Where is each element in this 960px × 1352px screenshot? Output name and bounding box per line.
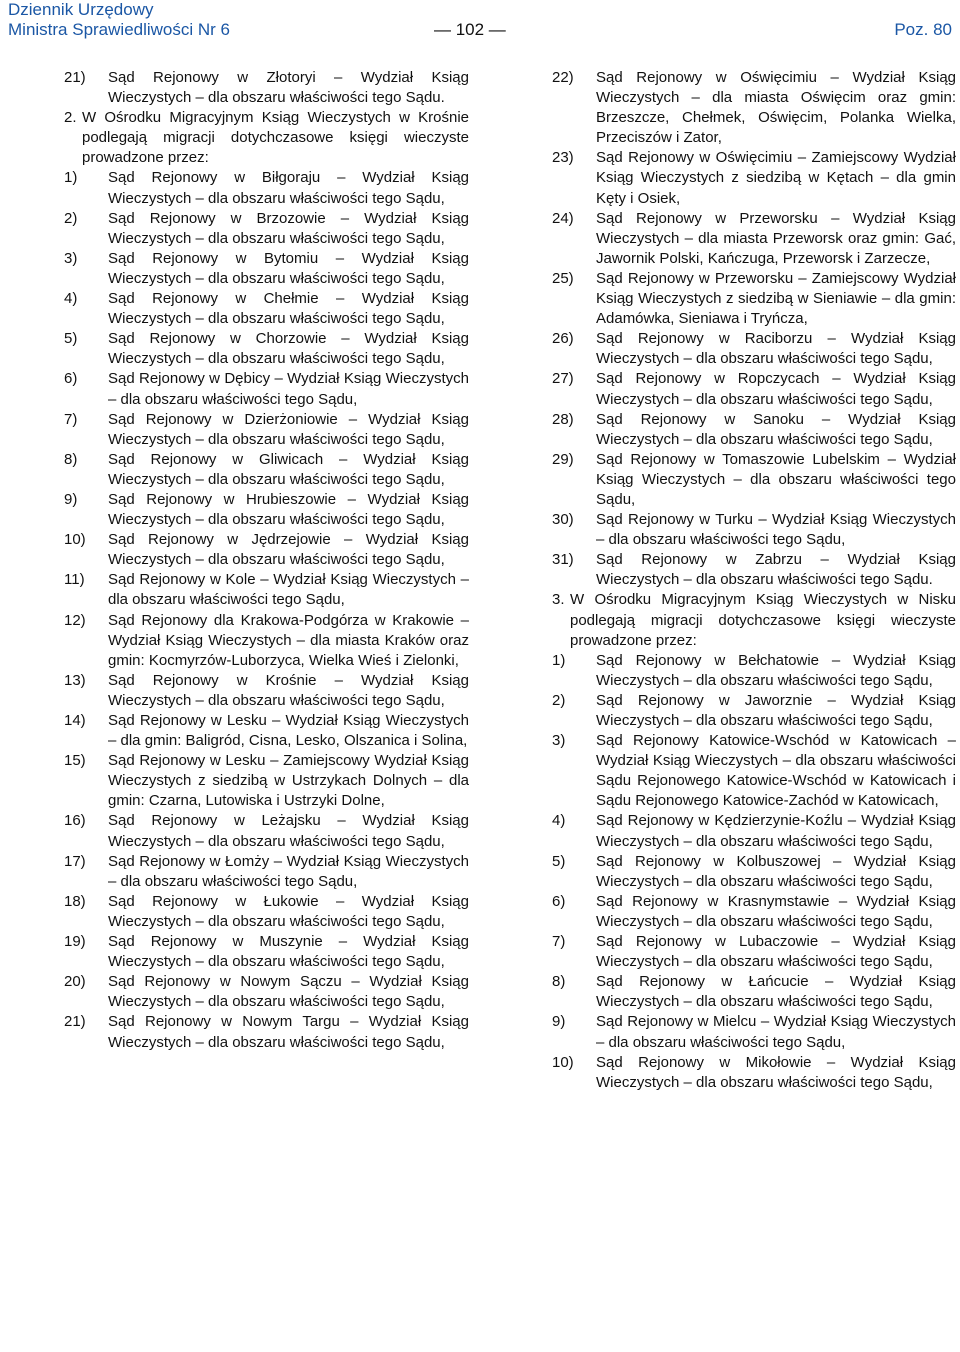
list-item [64, 570, 469, 610]
list-item [64, 490, 469, 530]
section-2-intro [64, 108, 469, 168]
section-3-intro [552, 590, 956, 650]
item-number: 2) [64, 209, 78, 227]
list-item [552, 691, 956, 731]
item-number: 6) [552, 892, 566, 910]
item-text: Sąd Rejonowy dla Krakowa-Podgórza w Krakowie – Wydział Ksiąg Wieczystych – dla miasta Kraków oraz gmin: Kocmyrzów-Luborzyca, Wielka Wieś i Zielonki, [108, 611, 469, 669]
list-item [552, 932, 956, 972]
item-number: 3) [64, 249, 78, 267]
list-item [64, 168, 469, 208]
list-item [64, 611, 469, 671]
item-number: 31) [552, 551, 574, 569]
list-item [64, 751, 469, 811]
item-text: Sąd Rejonowy w Krośnie – Wydział Ksiąg Wieczystych – dla obszaru właściwości tego Sądu, [108, 671, 469, 709]
item-text: Sąd Rejonowy w Oświęcimiu – Wydział Ksiąg Wieczystych – dla miasta Oświęcim oraz gmin: Brzeszcze, Chełmek, Oświęcim, Polanka Wielka, Przeciszów i Zator, [596, 69, 956, 147]
item-text: Sąd Rejonowy w Przeworsku – Wydział Ksiąg Wieczystych – dla miasta Przeworsk oraz gmin: Gać, Jawornik Polski, Kańczuga, Przeworsk i Zarzecze, [596, 209, 956, 267]
list-item [552, 269, 956, 329]
section-number: 3. [552, 591, 565, 609]
list-item [64, 530, 469, 570]
item-text: Sąd Rejonowy w Nowym Sączu – Wydział Ksiąg Wieczystych – dla obszaru właściwości tego Sądu, [108, 973, 469, 1011]
item-text: Sąd Rejonowy w Lesku – Zamiejscowy Wydział Ksiąg Wieczystych z siedzibą w Ustrzykach Dolnych – dla gmin: Czarna, Lutowiska i Ustrzyki Dolne, [108, 752, 469, 810]
section-intro-text: W Ośrodku Migracyjnym Ksiąg Wieczystych w Nisku podlegają migracji dotychczasowe księgi wieczyste prowadzone przez: [570, 591, 956, 649]
item-text: Sąd Rejonowy w Mikołowie – Wydział Ksiąg Wieczystych – dla obszaru właściwości tego Sądu, [596, 1053, 956, 1091]
item-text: Sąd Rejonowy w Lubaczowie – Wydział Ksiąg Wieczystych – dla obszaru właściwości tego Sądu, [596, 933, 956, 971]
item-text: Sąd Rejonowy w Nowym Targu – Wydział Ksiąg Wieczystych – dla obszaru właściwości tego Sądu, [108, 1013, 469, 1051]
item-number: 26) [552, 330, 574, 348]
item-text: Sąd Rejonowy w Złotoryi – Wydział Ksiąg Wieczystych – dla obszaru właściwości tego Sądu. [108, 69, 469, 107]
journal-issue: Ministra Sprawiedliwości Nr 6 [8, 20, 231, 39]
item-text: Sąd Rejonowy w Turku – Wydział Ksiąg Wieczystych – dla obszaru właściwości tego Sądu, [596, 511, 956, 549]
item-number: 2) [552, 691, 566, 709]
item-number: 21) [64, 69, 86, 86]
item-text: Sąd Rejonowy w Mielcu – Wydział Ksiąg Wieczystych – dla obszaru właściwości tego Sądu, [596, 1013, 956, 1051]
section-2-list-continued [552, 68, 956, 590]
list-item [64, 711, 469, 751]
item-text: Sąd Rejonowy w Brzozowie – Wydział Ksiąg Wieczystych – dla obszaru właściwości tego Sądu, [108, 209, 469, 247]
item-text: Sąd Rejonowy w Przeworsku – Zamiejscowy Wydział Ksiąg Wieczystych z siedzibą w Sieniawie – dla gmin: Adamówka, Sieniawa i Tryńcza, [596, 269, 956, 328]
list-item [552, 68, 956, 148]
item-text: Sąd Rejonowy w Gliwicach – Wydział Ksiąg Wieczystych – dla obszaru właściwości tego Sądu, [108, 450, 469, 488]
list-item [64, 671, 469, 711]
list-item [552, 1012, 956, 1052]
item-text: Sąd Rejonowy w Raciborzu – Wydział Ksiąg Wieczystych – dla obszaru właściwości tego Sądu, [596, 330, 956, 368]
item-text: Sąd Rejonowy Katowice-Wschód w Katowicach – Wydział Ksiąg Wieczystych – dla obszaru właściwości Sądu Rejonowego Katowice-Wschód w Katowicach i Sądu Rejonowego Katowice-Zachód w Katowicach, [596, 732, 956, 810]
item-number: 23) [552, 149, 574, 167]
item-number: 27) [552, 370, 574, 388]
item-text: Sąd Rejonowy w Muszynie – Wydział Ksiąg Wieczystych – dla obszaru właściwości tego Sądu, [108, 933, 469, 971]
list-item [552, 510, 956, 550]
item-number: 4) [64, 290, 78, 308]
item-number: 29) [552, 450, 574, 468]
section-3-list [552, 651, 956, 1093]
list-item [552, 852, 956, 892]
item-number: 28) [552, 410, 574, 428]
list-item [64, 329, 469, 369]
item-number: 11) [64, 571, 85, 589]
list-item [64, 932, 469, 972]
item-text: Sąd Rejonowy w Oświęcimiu – Zamiejscowy Wydział Ksiąg Wieczystych z siedzibą w Kętach – dla gmin Kęty i Osiek, [596, 149, 956, 207]
item-text: Sąd Rejonowy w Jaworznie – Wydział Ksiąg Wieczystych – dla obszaru właściwości tego Sądu, [596, 691, 956, 729]
item-number: 12) [64, 611, 86, 629]
item-number: 14) [64, 712, 86, 729]
right-column [552, 68, 956, 1093]
item-text: Sąd Rejonowy w Kole – Wydział Ksiąg Wieczystych – dla obszaru właściwości tego Sądu, [108, 571, 469, 609]
list-item [64, 68, 469, 108]
item-text: Sąd Rejonowy w Jędrzejowie – Wydział Ksiąg Wieczystych – dla obszaru właściwości tego Sądu, [108, 531, 469, 569]
item-number: 10) [552, 1053, 574, 1071]
item-number: 9) [64, 490, 78, 508]
list-item [552, 892, 956, 932]
item-text: Sąd Rejonowy w Łańcucie – Wydział Ksiąg Wieczystych – dla obszaru właściwości tego Sądu, [596, 973, 956, 1011]
position-number: Poz. 80 [894, 20, 952, 39]
list-item [552, 148, 956, 208]
item-number: 25) [552, 269, 574, 287]
item-number: 7) [552, 933, 566, 951]
list-item [552, 550, 956, 590]
item-number: 13) [64, 671, 86, 689]
item-text: Sąd Rejonowy w Hrubieszowie – Wydział Ksiąg Wieczystych – dla obszaru właściwości tego Sądu, [108, 490, 469, 529]
item-text: Sąd Rejonowy w Łukowie – Wydział Ksiąg Wieczystych – dla obszaru właściwości tego Sądu, [108, 892, 469, 930]
list-item [552, 329, 956, 369]
list-item [64, 289, 469, 329]
item-text: Sąd Rejonowy w Dzierżoniowie – Wydział Ksiąg Wieczystych – dla obszaru właściwości tego Sądu, [108, 410, 469, 448]
item-number: 18) [64, 892, 86, 910]
list-item [552, 1053, 956, 1093]
list-item [552, 651, 956, 691]
list-item [552, 369, 956, 409]
item-text: Sąd Rejonowy w Tomaszowie Lubelskim – Wydział Ksiąg Wieczystych – dla obszaru właściwości tego Sądu, [596, 450, 956, 508]
list-item [64, 209, 469, 249]
item-text: Sąd Rejonowy w Kolbuszowej – Wydział Ksiąg Wieczystych – dla obszaru właściwości tego Sądu, [596, 852, 956, 890]
item-number: 20) [64, 973, 86, 991]
journal-title: Dziennik Urzędowy [8, 0, 154, 19]
item-number: 8) [552, 973, 566, 991]
page-number: — 102 — [434, 20, 506, 39]
item-text: Sąd Rejonowy w Bytomiu – Wydział Ksiąg Wieczystych – dla obszaru właściwości tego Sądu, [108, 249, 469, 287]
item-number: 10) [64, 531, 86, 549]
item-number: 5) [64, 330, 78, 348]
item-number: 22) [552, 69, 574, 86]
item-text: Sąd Rejonowy w Zabrzu – Wydział Ksiąg Wieczystych – dla obszaru właściwości tego Sądu. [596, 551, 956, 589]
page-header [0, 0, 960, 44]
item-text: Sąd Rejonowy w Sanoku – Wydział Ksiąg Wieczystych – dla obszaru właściwości tego Sądu, [596, 410, 956, 448]
item-number: 19) [64, 933, 86, 951]
section-2-list [64, 168, 469, 1052]
item-number: 24) [552, 209, 574, 227]
list-item [64, 249, 469, 289]
item-number: 17) [64, 852, 86, 870]
list-item [64, 852, 469, 892]
item-text: Sąd Rejonowy w Kędzierzynie-Koźlu – Wydział Ksiąg Wieczystych – dla obszaru właściwości tego Sądu, [596, 812, 956, 850]
list-item [64, 1012, 469, 1052]
item-text: Sąd Rejonowy w Ropczycach – Wydział Ksiąg Wieczystych – dla obszaru właściwości tego Sądu, [596, 370, 956, 408]
item-number: 8) [64, 450, 78, 468]
list-item [64, 369, 469, 409]
item-number: 5) [552, 852, 566, 870]
list-item [64, 811, 469, 851]
item-text: Sąd Rejonowy w Chełmie – Wydział Ksiąg Wieczystych – dla obszaru właściwości tego Sądu, [108, 290, 469, 328]
item-number: 15) [64, 752, 86, 770]
item-text: Sąd Rejonowy w Leżajsku – Wydział Ksiąg Wieczystych – dla obszaru właściwości tego Sądu, [108, 812, 469, 850]
item-number: 7) [64, 410, 78, 428]
item-text: Sąd Rejonowy w Krasnymstawie – Wydział Ksiąg Wieczystych – dla obszaru właściwości tego Sądu, [596, 892, 956, 930]
item-text: Sąd Rejonowy w Łomży – Wydział Ksiąg Wieczystych – dla obszaru właściwości tego Sądu, [108, 852, 469, 890]
item-text: Sąd Rejonowy w Biłgoraju – Wydział Ksiąg Wieczystych – dla obszaru właściwości tego Sądu, [108, 169, 469, 207]
section-number: 2. [64, 109, 77, 127]
item-number: 1) [552, 651, 566, 669]
item-number: 21) [64, 1013, 86, 1031]
section-intro-text: W Ośrodku Migracyjnym Ksiąg Wieczystych w Krośnie podlegają migracji dotychczasowe księgi wieczyste prowadzone przez: [82, 109, 469, 167]
list-item [552, 410, 956, 450]
item-text: Sąd Rejonowy w Bełchatowie – Wydział Ksiąg Wieczystych – dla obszaru właściwości tego Sądu, [596, 651, 956, 689]
list-item [552, 209, 956, 269]
list-item [64, 410, 469, 450]
item-text: Sąd Rejonowy w Dębicy – Wydział Ksiąg Wieczystych – dla obszaru właściwości tego Sądu, [108, 370, 469, 408]
list-item [64, 892, 469, 932]
list-item [552, 972, 956, 1012]
item-number: 1) [64, 169, 78, 187]
item-text: Sąd Rejonowy w Chorzowie – Wydział Ksiąg Wieczystych – dla obszaru właściwości tego Sądu, [108, 330, 469, 368]
list-item [552, 450, 956, 510]
item-number: 16) [64, 812, 86, 830]
list-item [552, 811, 956, 851]
list-item [64, 972, 469, 1012]
item-number: 3) [552, 732, 566, 750]
item-number: 6) [64, 370, 78, 388]
item-number: 9) [552, 1013, 566, 1031]
left-column [64, 68, 469, 1053]
item-number: 30) [552, 511, 574, 529]
list-item [64, 450, 469, 490]
list-item [552, 731, 956, 811]
item-text: Sąd Rejonowy w Lesku – Wydział Ksiąg Wieczystych – dla gmin: Baligród, Cisna, Lesko, Olszanica i Solina, [108, 712, 469, 750]
item-number: 4) [552, 812, 566, 830]
